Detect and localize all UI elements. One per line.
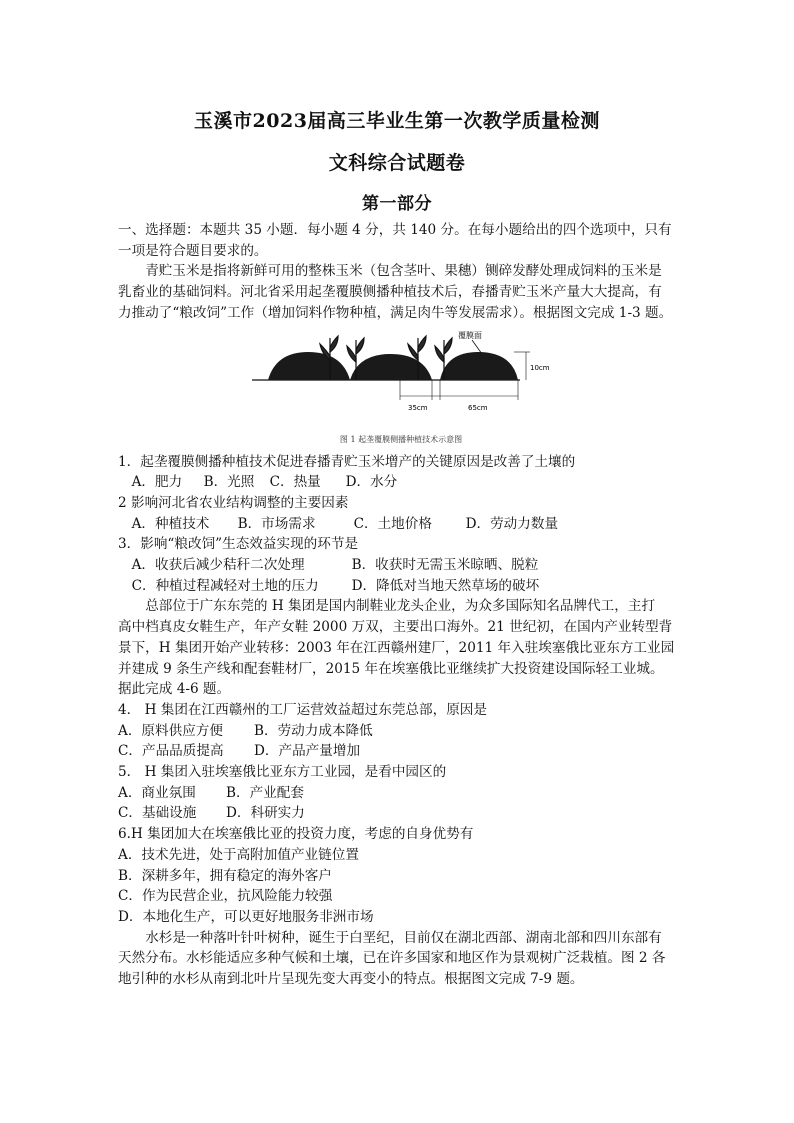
q2-stem: 2 影响河北省农业结构调整的主要因素 xyxy=(118,494,349,511)
q3-options-row1 xyxy=(118,555,684,576)
ridge-1 xyxy=(268,352,350,380)
q4-option-c: C．产品品质提高 xyxy=(118,743,224,760)
passage3-line-2: 天然分布。水杉能适应多种气候和土壤，已在许多国家和地区作为景观树广泛栽植。图 2 各 xyxy=(118,950,666,967)
passage1-line-3: 力推动了“粮改饲”工作（增加饲料作物种植，满足肉牛等发展需求）。根据图文完成 1-3 题。 xyxy=(118,304,673,321)
q4-option-d: D．产品产量增加 xyxy=(254,743,361,760)
q3-stem: 3．影响“粮改饲”生态效益实现的环节是 xyxy=(118,536,359,553)
intro-line-2: 一项是符合题目要求的。 xyxy=(118,242,268,259)
exam-title: 玉溪市2023届高三毕业生第一次教学质量检测 xyxy=(194,110,600,132)
q6-option-b: B．深耕多年，拥有稳定的海外客户 xyxy=(118,867,332,884)
q1-option-b: B．光照 xyxy=(203,474,255,491)
q5-option-d: D．科研实力 xyxy=(226,805,305,822)
q1-option-c: C．热量 xyxy=(269,474,321,491)
q6-option-c: C．作为民营企业，抗风险能力较强 xyxy=(118,888,333,905)
passage2-line-4: 并建成 9 条生产线和配套鞋材厂，2015 年在埃塞俄比亚继续扩大投资建设国际轻工业城。 xyxy=(118,660,664,677)
figure-1 xyxy=(118,330,684,448)
q4-option-b: B．劳动力成本降低 xyxy=(254,722,373,739)
label-gap: 35cm xyxy=(408,403,428,412)
q4-option-a: A．原料供应方便 xyxy=(118,722,223,739)
q6-option-a: A．技术先进，处于高附加值产业链位置 xyxy=(118,846,359,863)
q6-option-d: D．本地化生产，可以更好地服务非洲市场 xyxy=(118,908,374,925)
passage2-line-2: 高中档真皮女鞋生产，年产女鞋 2000 万双，主要出口海外。21 世纪初，在国内产业转型背 xyxy=(118,619,673,636)
q1-option-a: A．肥力 xyxy=(131,474,183,491)
q5-option-c: C．基础设施 xyxy=(118,805,197,822)
q4-stem: 4． H 集团在江西赣州的工厂运营效益超过东莞总部，原因是 xyxy=(118,701,487,718)
q5-option-a: A．商业氛围 xyxy=(118,784,196,801)
q2-options xyxy=(118,514,684,535)
q5-option-b: B．产业配套 xyxy=(226,784,304,801)
q2-option-a: A．种植技术 xyxy=(131,515,210,532)
ridge-2 xyxy=(350,354,432,380)
passage3-line-1: 水杉是一种落叶针叶树种，诞生于白垩纪，目前仅在湖北西部、湖南北部和四川东部有 xyxy=(145,929,662,946)
passage2-line-3: 景下，H 集团开始产业转移：2003 年在江西赣州建厂，2011 年入驻埃塞俄比亚东方工业园 xyxy=(118,639,675,656)
q5-stem: 5． H 集团入驻埃塞俄比亚东方工业园，是看中园区的 xyxy=(118,764,447,781)
exam-subtitle: 文科综合试题卷 xyxy=(328,152,466,174)
q3-option-a: A．收获后减少秸秆二次处理 xyxy=(131,557,305,574)
q4-options-row1 xyxy=(118,721,684,742)
passage2-line-1: 总部位于广东东莞的 H 集团是国内制鞋业龙头企业，为众多国际知名品牌代工，主打 xyxy=(145,598,656,615)
intro-line-1: 一、选择题：本题共 35 小题．每小题 4 分，共 140 分。在每小题给出的四个选项中，只有 xyxy=(118,222,672,238)
q3-options-row2 xyxy=(118,576,684,597)
passage2-line-5: 据此完成 4-6 题。 xyxy=(118,681,231,698)
q3-option-d: D．降低对当地天然草场的破坏 xyxy=(351,577,540,594)
q2-option-b: B．市场需求 xyxy=(237,515,316,532)
ridge-film-diagram xyxy=(250,330,550,426)
q1-option-d: D．水分 xyxy=(345,474,398,491)
q1-options xyxy=(118,472,684,493)
passage1-line-2: 乳畜业的基础饲料。河北省采用起垄覆膜侧播种植技术后，春播青贮玉米产量大大提高，有 xyxy=(118,284,662,301)
label-width: 65cm xyxy=(468,403,488,412)
figure-1-caption: 图 1 起垄覆膜侧播种植技术示意图 xyxy=(339,434,463,444)
q6-stem: 6.H 集团加大在埃塞俄比亚的投资力度，考虑的自身优势有 xyxy=(118,826,474,843)
passage1-line-1: 青贮玉米是指将新鲜可用的整株玉米（包含茎叶、果穗）铡碎发酵处理成饲料的玉米是 xyxy=(145,263,662,280)
part-heading: 第一部分 xyxy=(362,194,432,214)
q2-option-d: D．劳动力数量 xyxy=(465,515,559,532)
q1-stem: 1．起垄覆膜侧播种植技术促进春播青贮玉米增产的关键原因是改善了土壤的 xyxy=(118,453,576,470)
exam-body xyxy=(118,220,684,990)
passage3-line-3: 地引种的水杉从南到北叶片呈现先变大再变小的特点。根据图文完成 7-9 题。 xyxy=(118,971,584,988)
q5-options-row2 xyxy=(118,803,684,824)
q5-options-row1 xyxy=(118,783,684,804)
q4-options-row2 xyxy=(118,741,684,762)
label-height: 10cm xyxy=(530,363,550,372)
q3-option-b: B．收获时无需玉米晾晒、脱粒 xyxy=(351,557,539,574)
q2-option-c: C．土地价格 xyxy=(353,515,432,532)
label-film: 覆膜面 xyxy=(458,330,482,340)
ridge-3 xyxy=(440,352,518,380)
q3-option-c: C．种植过程减轻对土地的压力 xyxy=(131,577,319,594)
